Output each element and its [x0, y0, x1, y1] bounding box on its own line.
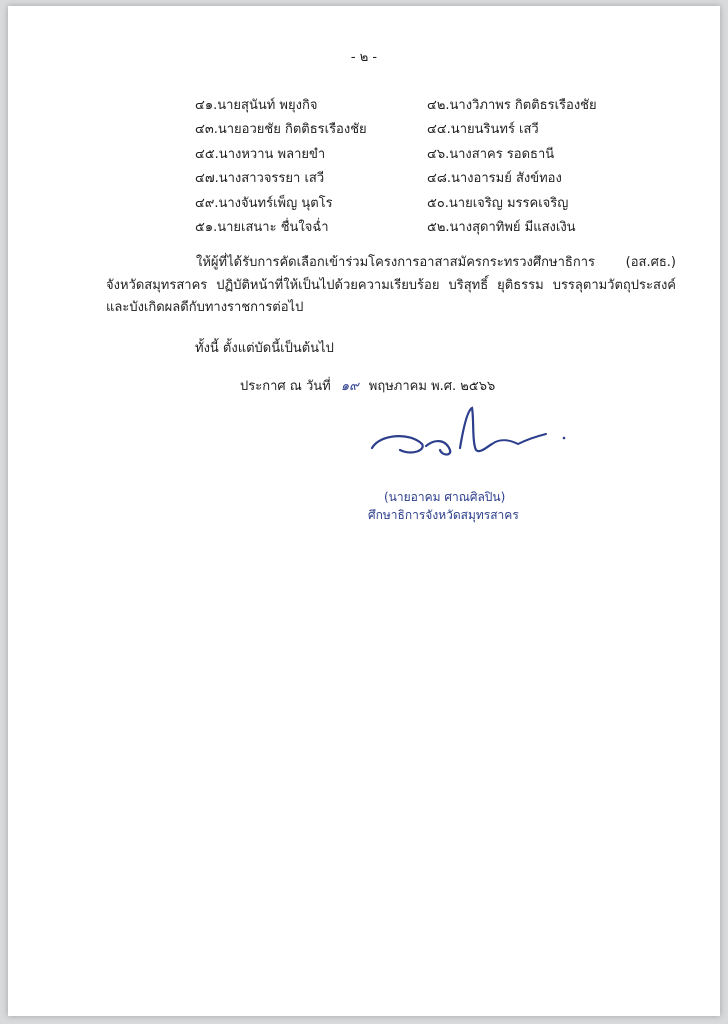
name-entry: ๕๐.นายเจริญ มรรคเจริญ [427, 195, 569, 211]
announce-prefix: ประกาศ ณ วันที่ [240, 379, 331, 394]
name-entry: ๔๔.นายนรินทร์ เสวี [427, 122, 539, 138]
name-entry: ๔๙.นางจันทร์เพ็ญ นุตโร [195, 195, 333, 211]
announcement-date [240, 375, 495, 396]
name-entry: ๔๕.นางหวาน พลายขำ [195, 146, 326, 162]
name-row [195, 216, 635, 240]
name-entry: ๕๒.นางสุดาทิพย์ มีแสงเงิน [427, 219, 576, 235]
name-list [195, 94, 635, 240]
name-row [195, 167, 635, 191]
handwritten-day: ๑๙ [340, 379, 359, 394]
name-row [195, 94, 635, 118]
signature-image [360, 404, 580, 474]
name-entry: ๔๒.นางวิภาพร กิตติธรเรืองชัย [427, 98, 597, 113]
effective-statement: ทั้งนี้ ตั้งแต่บัดนี้เป็นต้นไป [195, 341, 334, 356]
name-row [195, 143, 635, 167]
name-entry: ๕๑.นายเสนาะ ชื่นใจฉ่ำ [195, 219, 329, 235]
page-number: - ๒ - [350, 50, 378, 65]
name-entry: ๔๑.นายสุนันท์ พยุงกิจ [195, 98, 318, 113]
name-row [195, 118, 635, 142]
name-entry: ๔๘.นางอารมย์ สังข์ทอง [427, 171, 562, 187]
name-entry: ๔๓.นายอวยชัย กิตติธรเรืองชัย [195, 122, 367, 138]
document-page [8, 6, 720, 1016]
announce-month-year: พฤษภาคม พ.ศ. ๒๕๖๖ [368, 379, 496, 394]
signer-title: ศึกษาธิการจังหวัดสมุทรสาคร [368, 508, 519, 522]
body-paragraph: ให้ผู้ที่ได้รับการคัดเลือกเข้าร่วมโครงการอาสาสมัครกระทรวงศึกษาธิการ (อส.ศธ.) จังหวัดสมุทรสาคร ปฏิบัติหน้าที่ให้เป็นไปด้วยความเรียบร้อย บริสุทธิ์ ยุติธรรม บรรลุตามวัตถุประสงค์และบังเกิดผลดีกับทางราชการต่อไป [106, 255, 676, 315]
name-entry: ๔๗.นางสาวจรรยา เสวี [195, 171, 325, 187]
name-row [195, 192, 635, 216]
signer-name: (นายอาคม ศาณศิลปิน) [384, 490, 506, 504]
name-entry: ๔๖.นางสาคร รอดธานี [427, 146, 555, 162]
